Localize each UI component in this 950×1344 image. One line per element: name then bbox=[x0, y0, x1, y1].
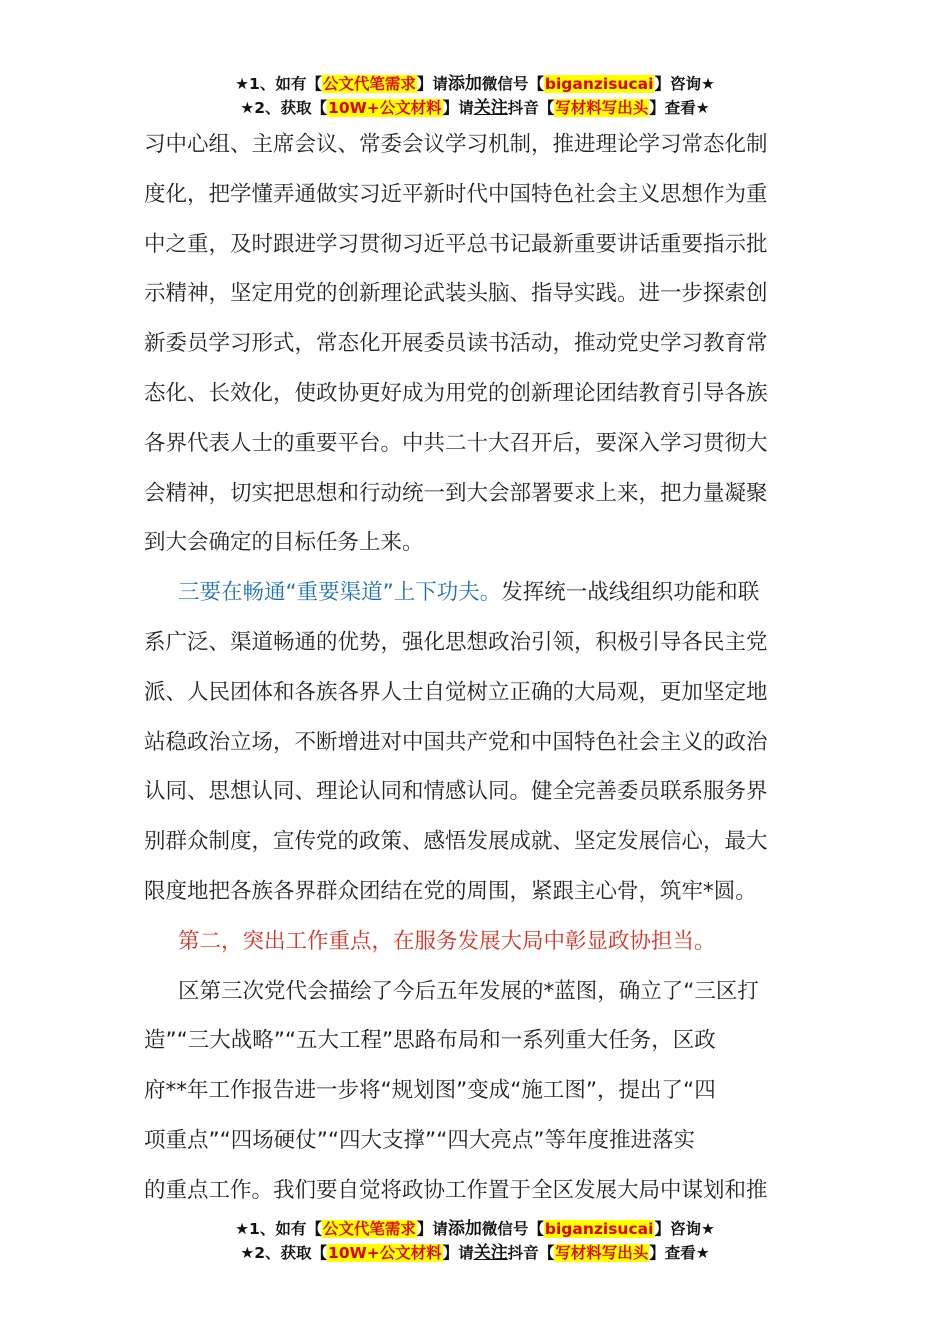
banner-line-1 bbox=[0, 1217, 950, 1241]
body-line: 示精神，坚定用党的创新理论武装头脑、指导实践。进一步探索创 bbox=[144, 281, 768, 307]
banner-text: 】咨询★ bbox=[654, 1220, 715, 1238]
banner-text: 】请 bbox=[442, 99, 474, 117]
banner-highlight: 写材料写出头 bbox=[555, 99, 649, 117]
banner-text: 】查看★ bbox=[649, 1244, 710, 1262]
document-body bbox=[144, 120, 806, 1216]
banner-emphasis: 关注 bbox=[473, 1243, 508, 1263]
section-three-heading: 三要在畅通“重要渠道”上下功夫。 bbox=[178, 580, 502, 606]
banner-highlight: biganzisucai bbox=[544, 1220, 654, 1238]
banner-text: 抖音【 bbox=[507, 99, 555, 117]
banner-highlight: 10W+公文材料 bbox=[328, 1244, 442, 1262]
body-line: 新委员学习形式，常态化开展委员读书活动，推动党史学习教育常 bbox=[144, 331, 768, 357]
banner-emphasis: 添加 bbox=[447, 74, 482, 94]
body-line: 中之重，及时跟进学习贯彻习近平总书记最新重要讲话重要指示批 bbox=[144, 231, 768, 257]
banner-emphasis: 关注 bbox=[473, 98, 508, 118]
banner-line-2 bbox=[0, 96, 950, 120]
banner-text: 】请 bbox=[416, 1220, 448, 1238]
body-line: 造”“三大战略”“五大工程”思路布局和一系列重大任务，区政 bbox=[144, 1028, 716, 1054]
banner-line-1 bbox=[0, 72, 950, 96]
body-line: 区第三次党代会描绘了今后五年发展的*蓝图，确立了“三区打 bbox=[178, 978, 759, 1004]
banner-text: ★2、获取【 bbox=[240, 1244, 328, 1262]
body-line: 习中心组、主席会议、常委会议学习机制，推进理论学习常态化制 bbox=[144, 132, 768, 157]
banner-text: 】请 bbox=[416, 75, 448, 93]
banner-text: ★1、如有【 bbox=[235, 75, 322, 93]
banner-highlight: 公文代笔需求 bbox=[322, 1220, 416, 1238]
body-text: 发挥统一战线组织功能和联 bbox=[501, 580, 760, 606]
banner-text: 】请 bbox=[442, 1244, 474, 1262]
body-line: 到大会确定的目标任务上来。 bbox=[144, 530, 424, 556]
body-line: 各界代表人士的重要平台。中共二十大召开后，要深入学习贯彻大 bbox=[144, 430, 768, 456]
banner-highlight: 10W+公文材料 bbox=[328, 99, 442, 117]
body-line: 的重点工作。我们要自觉将政协工作置于全区发展大局中谋划和推 bbox=[144, 1177, 768, 1203]
banner-text: 微信号【 bbox=[481, 1220, 544, 1238]
banner-highlight: 写材料写出头 bbox=[555, 1244, 649, 1262]
banner-text: ★2、获取【 bbox=[240, 99, 328, 117]
banner-highlight: 公文代笔需求 bbox=[322, 75, 416, 93]
body-line: 系广泛、渠道畅通的优势，强化思想政治引领，积极引导各民主党 bbox=[144, 629, 768, 655]
part-two-heading: 第二，突出工作重点，在服务发展大局中彰显政协担当。 bbox=[178, 928, 716, 954]
body-line: 会精神，切实把思想和行动统一到大会部署要求上来，把力量凝聚 bbox=[144, 480, 768, 506]
body-line: 别群众制度，宣传党的政策、感悟发展成就、坚定发展信心，最大 bbox=[144, 829, 768, 855]
banner-highlight: biganzisucai bbox=[544, 75, 654, 93]
body-line: 度化，把学懂弄通做实习近平新时代中国特色社会主义思想作为重 bbox=[144, 181, 768, 207]
section-three-first-line bbox=[144, 568, 806, 618]
banner-line-2 bbox=[0, 1241, 950, 1265]
banner-text: 】咨询★ bbox=[654, 75, 715, 93]
banner-text: 微信号【 bbox=[481, 75, 544, 93]
banner-text: ★1、如有【 bbox=[235, 1220, 322, 1238]
top-banner bbox=[0, 72, 950, 120]
body-line: 站稳政治立场，不断增进对中国共产党和中国特色社会主义的政治 bbox=[144, 729, 768, 755]
body-line: 态化、长效化，使政协更好成为用党的创新理论团结教育引导各族 bbox=[144, 380, 768, 406]
banner-emphasis: 添加 bbox=[447, 1219, 482, 1239]
banner-text: 】查看★ bbox=[649, 99, 710, 117]
bottom-banner bbox=[0, 1217, 950, 1265]
body-line: 项重点”“四场硬仗”“四大支撑”“四大亮点”等年度推进落实 bbox=[144, 1127, 695, 1153]
body-line: 认同、思想认同、理论认同和情感认同。健全完善委员联系服务界 bbox=[144, 779, 768, 805]
body-line: 派、人民团体和各族各界人士自觉树立正确的大局观，更加坚定地 bbox=[144, 679, 768, 705]
banner-text: 抖音【 bbox=[507, 1244, 555, 1262]
body-line: 限度地把各族各界群众团结在党的周围，紧跟主心骨，筑牢*圆。 bbox=[144, 878, 757, 904]
body-line: 府**年工作报告进一步将“规划图”变成“施工图”，提出了“四 bbox=[144, 1078, 716, 1104]
